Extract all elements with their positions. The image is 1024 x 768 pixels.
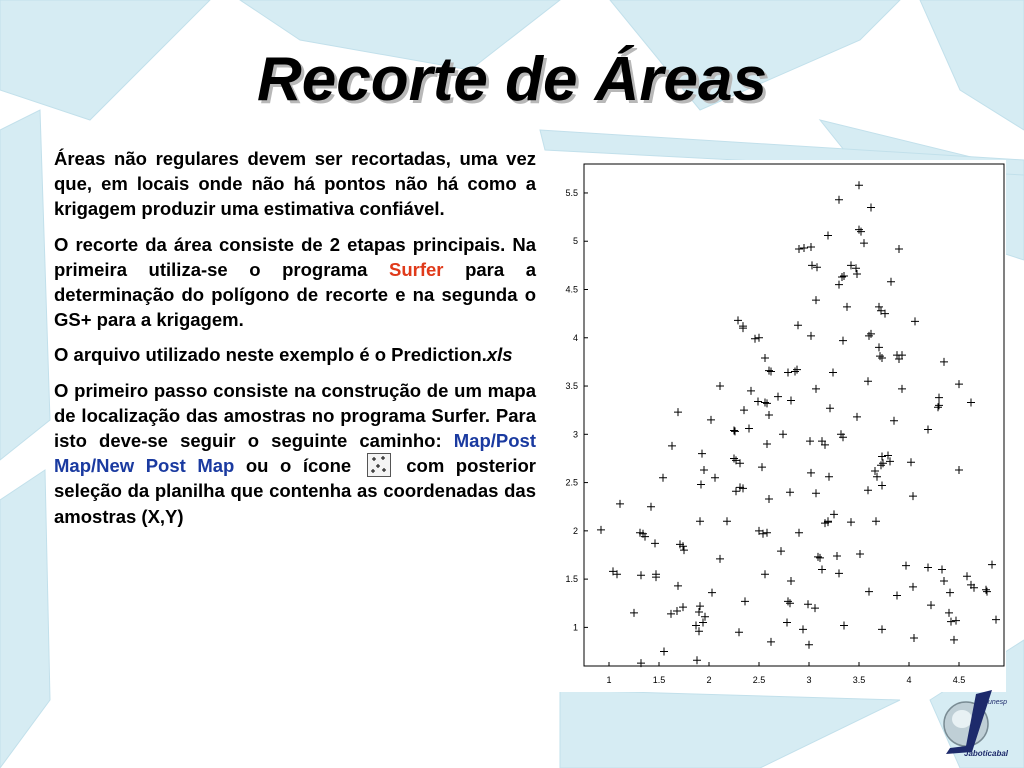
x-tick-label: 2.5 xyxy=(752,675,766,685)
paragraph-1-text: Áreas não regulares devem ser recortadas, uma vez que, em locais onde não há pontos não há como a krigagem produzir uma estimativa confiável. xyxy=(54,148,536,220)
y-tick-label: 2.5 xyxy=(565,477,578,488)
paragraph-2-text-b: para a determinação do polígono de recorte e na segunda o GS+ para a krigagem. xyxy=(54,258,536,331)
surfer-highlight: Surfer xyxy=(389,258,444,280)
x-tick-label: 2 xyxy=(706,675,712,685)
slide-title: Recorte de Áreas xyxy=(256,45,768,114)
x-tick-label: 1.5 xyxy=(652,675,666,685)
x-tick-label: 4 xyxy=(906,675,912,685)
x-tick-label: 3.5 xyxy=(852,675,866,685)
paragraph-4-text-b: ou o ícone xyxy=(234,455,363,477)
paragraph-3-text: O arquivo utilizado neste exemplo é o Prediction. xyxy=(54,344,487,366)
logo-text-unesp: unesp xyxy=(988,699,1008,706)
y-tick-label: 1 xyxy=(572,622,578,633)
y-tick-label: 3 xyxy=(572,429,578,440)
post-map-chart xyxy=(556,160,1006,692)
unesp-logo xyxy=(932,686,1016,758)
y-tick-label: 3.5 xyxy=(565,381,578,392)
menu-path: Map/Post Map/New Post Map xyxy=(54,430,536,477)
post-map-icon xyxy=(367,453,391,477)
y-tick-label: 4.5 xyxy=(565,284,578,295)
y-tick-label: 1.5 xyxy=(565,574,578,585)
y-tick-label: 4 xyxy=(572,332,578,343)
paragraph-3 xyxy=(54,342,536,367)
x-tick-label: 1 xyxy=(606,675,612,685)
paragraph-1 xyxy=(54,146,536,222)
logo-text-jaboticabal: Jaboticabal xyxy=(964,749,1009,758)
paragraph-2 xyxy=(54,232,536,333)
paragraph-2-text-a: O recorte da área consiste de 2 etapas principais. Na primeira utiliza-se o programa xyxy=(54,233,536,280)
x-tick-label: 4.5 xyxy=(952,675,966,685)
paragraph-4-text-c: com posterior seleção da planilha que contenha as coordenadas das amostras (X,Y) xyxy=(54,455,536,527)
chart-background xyxy=(556,160,1006,692)
x-tick-label: 3 xyxy=(806,675,812,685)
file-extension: xls xyxy=(486,344,513,366)
y-tick-label: 5.5 xyxy=(565,187,578,198)
text-body xyxy=(54,146,536,539)
paragraph-4-text-a: O primeiro passo consiste na construção de um mapa de localização das amostras no programa Surfer. Para isto deve-se seguir o seguinte caminho: xyxy=(54,379,536,452)
y-tick-label: 2 xyxy=(572,525,578,536)
y-tick-label: 5 xyxy=(572,236,578,247)
paragraph-4 xyxy=(54,378,536,529)
